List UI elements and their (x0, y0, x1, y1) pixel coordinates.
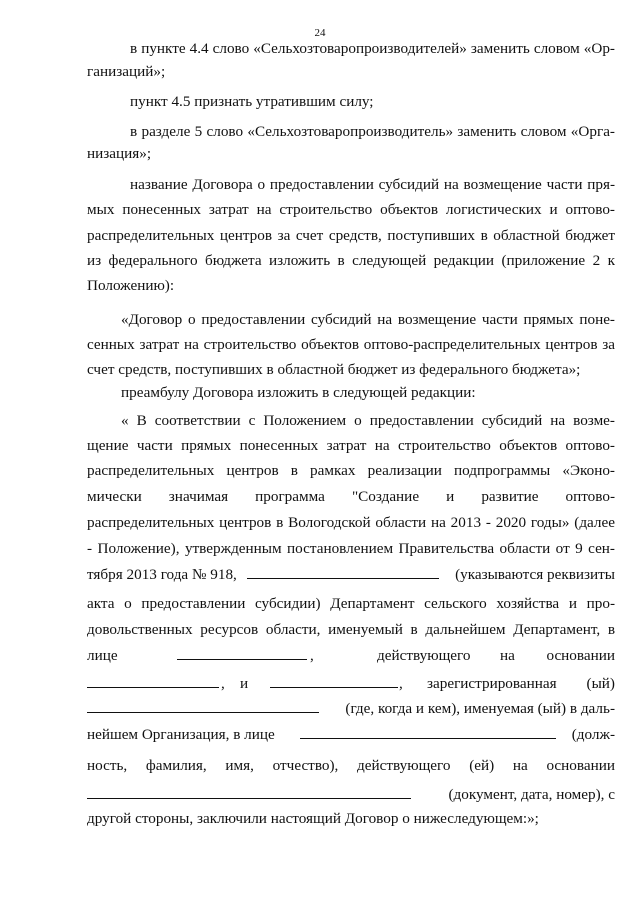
text-line: другой стороны, заключили настоящий Договор о нижеследующем:»; (87, 810, 539, 827)
text-line: « В соответствии с Положением о предоставлении субсидий на возме- (121, 412, 615, 429)
blank-field (87, 786, 411, 799)
text-fragment: , (310, 647, 314, 664)
text-line: в пункте 4.4 слово «Сельхозтоваропроизводителей» заменить словом «Ор- (130, 40, 615, 57)
blank-field (270, 675, 398, 688)
text-line: распределительных центров в рамках реализации подпрограммы «Эконо- (87, 462, 615, 479)
text-line: ганизаций»; (87, 63, 166, 80)
blank-field (87, 700, 319, 713)
blank-field (87, 675, 219, 688)
text-fragment: тября 2013 года № 918, (87, 566, 237, 583)
text-line (87, 726, 615, 744)
text-fragment: основании (546, 647, 615, 664)
text-line: преамбулу Договора изложить в следующей редакции: (121, 384, 476, 401)
text-line: щение части прямых понесенных затрат на строительство объектов оптово- (87, 437, 615, 454)
text-line: мых понесенных затрат на строительство объектов логистических и оптово- (87, 201, 615, 218)
blank-field (300, 726, 556, 739)
text-fragment: (где, когда и кем), именуемая (ый) в даль- (345, 700, 615, 717)
text-line: Положению): (87, 277, 175, 294)
text-line: из федерального бюджета изложить в следующей редакции (приложение 2 к (87, 252, 615, 269)
text-line: сенных затрат на строительство объектов оптово-распределительных центров за (87, 336, 615, 353)
text-fragment: (документ, дата, номер), с (448, 786, 615, 803)
text-line: счет средств, поступивших в областной бюджет из федерального бюджета»; (87, 361, 581, 378)
blank-field (247, 566, 439, 579)
text-line: мически значимая программа "Создание и развитие оптово- (87, 488, 615, 505)
text-fragment: (указываются реквизиты (455, 566, 615, 583)
text-line (87, 647, 615, 665)
text-line (87, 566, 615, 584)
text-line: акта о предоставлении субсидии) Департамент сельского хозяйства и про- (87, 595, 615, 612)
text-line: название Договора о предоставлении субсидий на возмещение части пря- (130, 176, 615, 193)
text-line: ность, фамилия, имя, отчество), действующего (ей) на основании (87, 757, 615, 774)
text-line: довольственных ресурсов области, именуемый в дальнейшем Департамент, в (87, 621, 615, 638)
text-fragment: нейшем Организация, в лице (87, 726, 275, 743)
text-line: распределительных центров в Вологодской области на 2013 - 2020 годы» (далее (87, 514, 615, 531)
text-line: низация»; (87, 145, 152, 162)
text-fragment: лице (87, 647, 118, 664)
text-line: пункт 4.5 признать утратившим силу; (130, 93, 374, 110)
text-line: «Договор о предоставлении субсидий на возмещение части прямых поне- (121, 311, 615, 328)
text-fragment: на (500, 647, 515, 664)
text-fragment: (долж- (571, 726, 615, 743)
text-fragment: и (240, 675, 249, 692)
text-fragment: действующего (377, 647, 471, 664)
text-line: - Положение), утвержденным постановлением Правительства области от 9 сен- (87, 540, 615, 557)
text-fragment: , (399, 675, 403, 692)
page-number: 24 (314, 27, 326, 39)
text-line: распределительных центров за счет средств, поступивших в областной бюджет (87, 227, 615, 244)
blank-field (177, 647, 307, 660)
text-fragment: , (221, 675, 225, 692)
text-line: в разделе 5 слово «Сельхозтоваропроизводитель» заменить словом «Орга- (130, 123, 615, 140)
text-fragment: зарегистрированная (427, 675, 557, 692)
text-fragment: (ый) (586, 675, 615, 692)
